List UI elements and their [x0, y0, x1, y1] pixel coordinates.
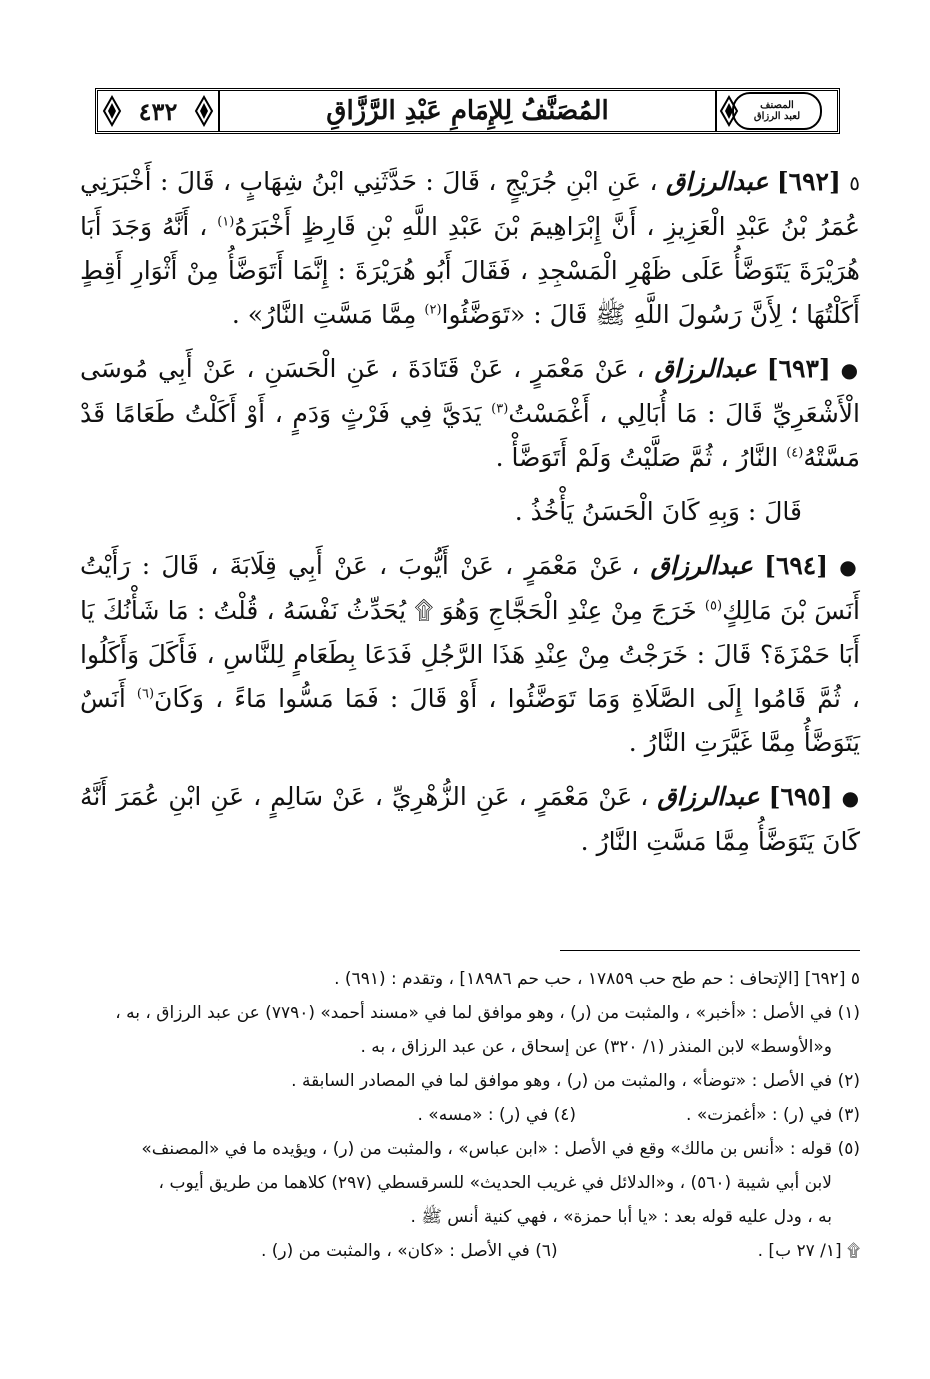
footnote-5-cont: به ، ودل عليه قوله بعد : «يا أبا حمزة» ، فهي كنية أنس ﷺ . [410, 1207, 832, 1227]
footnote-ref: (٢) [424, 302, 442, 318]
footnote-6: (٦) في الأصل : «كان» ، والمثبت من (ر) . [260, 1241, 558, 1261]
footnote-ref: (٣) [491, 401, 509, 417]
footnote-ref: (٥) [704, 598, 723, 614]
book-title: المُصَنَّفُ لِلإِمَامِ عَبْدِ الرَّزَّاقِ [218, 91, 717, 131]
ornament-icon [194, 95, 214, 127]
footnote-3: (٣) في (ر) : «أغمزت» . [686, 1105, 860, 1125]
footnote-1: (١) في الأصل : «أخبر» ، والمثبت من (ر) ، وهو موافق لما في «مسند أحمد» (٧٧٩٠) عن عبد الرزاق ، به ، [115, 1003, 860, 1023]
hadith-author: عبدالرزاق [654, 354, 757, 383]
hadith-marker: ● [839, 555, 861, 579]
hadith-number: [٦٩٢] [776, 167, 841, 196]
footnote-1-cont: و«الأوسط» لابن المنذر (١/ ٣٢٠) عن إسحاق ، عن عبد الرزاق ، به . [360, 1037, 832, 1057]
hadith-text: خَرَجَ مِنْ عِنْدِ الْحَجَّاجِ وَهُوَ ۩ يُحَدِّثُ نَفْسَهُ ، قُلْتُ : مَا شَأْنُكَ يَا أَبَا حَمْزَةَ؟ قَالَ : خَرَجْتُ مِنْ عِنْدِ هَذَا الرَّجُلِ فَدَعَا بِطَعَامٍ لِلنَّاسِ ، فَأَكَلَ وَأَكَلُوا ، ثُمَّ قَامُوا إِلَى الصَّلَاةِ وَمَا تَوَضَّئُوا ، أَوْ قَالَ : فَمَا مَسُّوا مَاءً ، وَكَانَ [80, 596, 860, 713]
hadith-695 [80, 775, 860, 864]
hadith-number: [٦٩٤] [764, 551, 829, 580]
hadith-text: ، عَنْ مَعْمَرٍ ، عَنْ أَيُّوبَ ، عَنْ أَبِي قِلَابَةَ ، قَالَ : رَأَيْتُ أَنَسَ بْنَ مَالِكٍ [80, 551, 860, 625]
hadith-author: عبدالرزاق [657, 782, 760, 811]
page-number: ٤٣٢ [138, 96, 178, 126]
page-header [95, 88, 840, 134]
hadith-text: ، عَنِ ابْنِ جُرَيْجٍ ، قَالَ : حَدَّثَنِي ابْنُ شِهَابٍ ، قَالَ : أَخْبَرَنِي عُمَرُ بْنُ عَبْدِ الْعَزِيزِ ، أَنَّ إِبْرَاهِيمَ بْنَ عَبْدِ اللَّهِ بْنِ قَارِظٍ أَخْبَرَهُ [80, 167, 860, 241]
footnote-2: (٢) في الأصل : «توضأ» ، والمثبت من (ر) ، وهو موافق لما في المصادر السابقة . [291, 1071, 860, 1091]
header-seal-box [717, 91, 837, 131]
footnote-5: (٥) قوله : «أنس بن مالك» وقع في الأصل : «ابن عباس» ، والمثبت من (ر) ، ويؤيده ما في «المصنف» [141, 1139, 860, 1159]
hadith-author: عبدالرزاق [666, 167, 769, 196]
hadith-text: ، عَنْ مَعْمَرٍ ، عَنِ الزُّهْرِيِّ ، عَنْ سَالِمٍ ، عَنِ ابْنِ عُمَرَ أَنَّهُ كَانَ يَتَوَضَّأُ مِمَّا مَسَّتِ النَّارُ . [80, 782, 860, 856]
hadith-text: مِمَّا مَسَّتِ النَّارُ» . [231, 300, 417, 329]
hadith-692 [80, 160, 860, 337]
hadith-marker: ٥ [849, 171, 860, 195]
comment-line: قَالَ : وَبِهِ كَانَ الْحَسَنُ يَأْخُذُ . [514, 497, 802, 526]
main-text [80, 160, 860, 874]
footnotes [80, 962, 860, 1268]
hadith-marker: ● [841, 786, 861, 810]
footnote-ref: (١) [217, 214, 235, 230]
hadith-694 [80, 544, 860, 765]
hadith-text: يَدَيَّ فِي فَرْثٍ وَدَمٍ ، أَوْ أَكَلْتُ طَعَامًا قَدْ مَسَّتْهُ [80, 399, 860, 472]
page-number-box [98, 91, 218, 131]
hadith-text: ، أَنَّهُ وَجَدَ أَبَا هُرَيْرَةَ يَتَوَضَّأُ عَلَى ظَهْرِ الْمَسْجِدِ ، فَقَالَ أَبُو هُرَيْرَةَ : إِنَّمَا أَتَوَضَّأُ مِنْ أَثْوَارِ أَقِطٍ أَكَلْتُهَا ؛ لِأَنَّ رَسُولَ اللَّهِ ﷺ قَالَ : «تَوَضَّئُوا [80, 212, 860, 329]
ornament-icon [102, 95, 122, 127]
folio-reference: ۩ [١/ ٢٧ ب] . [757, 1241, 860, 1261]
hadith-marker: ● [840, 358, 861, 382]
hadith-text: النَّارُ ، ثُمَّ صَلَّيْتُ وَلَمْ أَتَوَضَّأْ . [495, 443, 779, 472]
footnote-source: ٥ [٦٩٢] [الإتحاف : حم طح حب ١٧٨٥٩ ، حب حم ١٨٩٨٦] ، وتقدم : (٦٩١) . [334, 969, 860, 989]
hadith-text: ، عَنْ مَعْمَرٍ ، عَنْ قَتَادَةَ ، عَنِ الْحَسَنِ ، عَنْ أَبِي مُوسَى الْأَشْعَرِيِّ قَالَ : مَا أُبَالِي ، أَغْمَسْتُ [80, 354, 860, 428]
seal-line-2: لعبد الرزاق [753, 111, 801, 122]
hadith-693 [80, 347, 860, 480]
footnote-5-cont: لابن أبي شيبة (٥٦٠) ، و«الدلائل في غريب الحديث» للسرقسطي (٢٩٧) كلاهما من طريق أيوب ، [158, 1173, 832, 1193]
footnote-ref: (٦) [136, 686, 155, 702]
footnote-4: (٤) في (ر) : «مسه» . [417, 1105, 577, 1125]
hadith-author: عبدالرزاق [650, 551, 753, 580]
footnote-6-row [80, 1234, 860, 1268]
ornament-icon [719, 95, 739, 127]
footnote-3-4 [80, 1098, 860, 1132]
hadith-text: أَنَسٌ يَتَوَضَّأُ مِمَّا غَيَّرَتِ النَّارُ . [80, 684, 860, 757]
footnote-divider [560, 950, 860, 951]
hadith-number: [٦٩٥] [768, 782, 833, 811]
seal-line-1: المصنف [760, 100, 794, 111]
footnote-ref: (٤) [786, 445, 804, 461]
book-seal-logo [732, 92, 822, 130]
hadith-number: [٦٩٣] [766, 354, 831, 383]
